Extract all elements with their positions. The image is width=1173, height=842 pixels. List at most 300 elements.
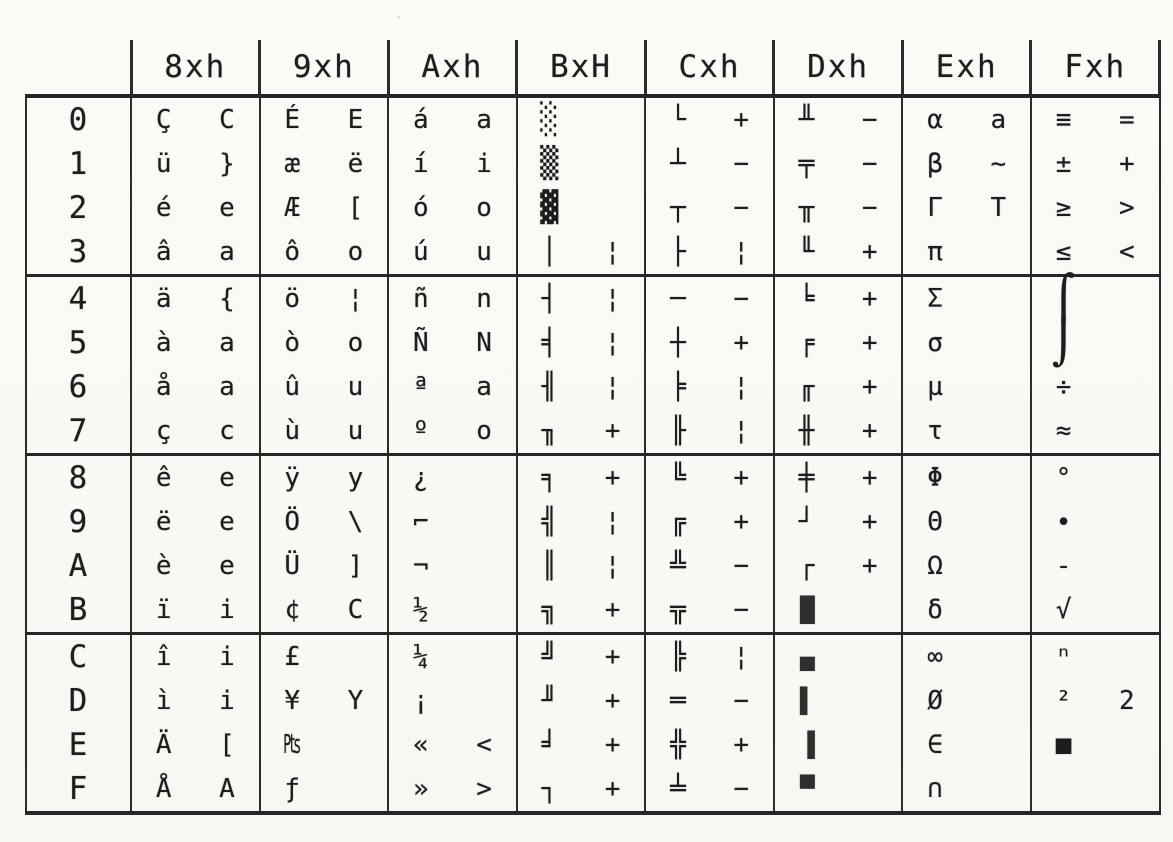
glyph-pair xyxy=(389,365,516,409)
glyph-primary: ò xyxy=(284,328,301,358)
glyph-cell xyxy=(517,230,646,276)
glyph-primary: ╤ xyxy=(798,149,815,179)
glyph-alternate xyxy=(967,321,1030,365)
glyph-primary: ╘ xyxy=(798,284,815,314)
glyph-primary: ₧ xyxy=(284,730,301,760)
glyph-primary: ¿ xyxy=(412,463,429,493)
glyph-primary: Æ xyxy=(284,193,301,223)
glyph-alternate: − xyxy=(861,193,878,223)
glyph-primary: ╦ xyxy=(670,595,686,625)
glyph-cell xyxy=(1031,723,1160,767)
glyph-pair xyxy=(1032,588,1159,632)
glyph-alternate xyxy=(452,456,515,500)
glyph-pair xyxy=(261,142,388,186)
glyph-pair xyxy=(389,321,516,365)
glyph-pair xyxy=(261,230,388,274)
table-row xyxy=(26,679,1160,723)
glyph-cell xyxy=(645,365,774,409)
glyph-alternate: [ xyxy=(219,730,235,760)
glyph-alternate xyxy=(967,767,1030,811)
glyph-cell xyxy=(902,276,1031,322)
glyph-cell xyxy=(1031,634,1160,680)
row-label: 0 xyxy=(26,96,131,142)
glyph-pair xyxy=(775,767,902,811)
glyph-cell xyxy=(1031,544,1160,588)
glyph-cell xyxy=(774,186,903,230)
glyph-pair xyxy=(775,723,902,767)
glyph-alternate: o xyxy=(476,416,492,446)
glyph-alternate: a xyxy=(476,372,492,402)
glyph-pair xyxy=(646,723,773,767)
glyph-alternate: + xyxy=(604,774,621,804)
row-label: 1 xyxy=(26,142,131,186)
row-label: E xyxy=(26,723,131,767)
glyph-alternate: o xyxy=(347,237,364,267)
glyph-cell xyxy=(517,767,646,813)
glyph-cell xyxy=(774,276,903,322)
glyph-primary: ï xyxy=(155,595,172,625)
glyph-alternate: N xyxy=(476,328,492,358)
glyph-alternate xyxy=(1095,723,1158,767)
glyph-primary: ó xyxy=(412,193,429,223)
glyph-alternate: \ xyxy=(347,507,364,537)
table-row xyxy=(26,96,1160,142)
glyph-primary: ú xyxy=(412,237,429,267)
glyph-pair xyxy=(132,588,259,632)
glyph-cell xyxy=(131,588,260,634)
glyph-primary: Å xyxy=(155,774,172,804)
glyph-primary: ┤ xyxy=(541,284,558,314)
glyph-primary: £ xyxy=(284,642,301,672)
glyph-cell xyxy=(645,679,774,723)
glyph-primary: ╟ xyxy=(670,416,686,446)
glyph-pair xyxy=(903,365,1030,409)
glyph-cell xyxy=(131,186,260,230)
column-header: BxH xyxy=(517,40,646,96)
glyph-alternate xyxy=(967,588,1030,632)
glyph-pair xyxy=(518,277,645,321)
table-row xyxy=(26,588,1160,634)
glyph-primary: β xyxy=(927,149,943,179)
glyph-primary: ╕ xyxy=(541,463,558,493)
glyph-pair xyxy=(1032,723,1159,767)
glyph-pair xyxy=(903,635,1030,679)
glyph-primary: └ xyxy=(670,105,686,135)
glyph-primary: Ω xyxy=(927,551,943,581)
glyph-primary: ╠ xyxy=(670,642,686,672)
glyph-pair xyxy=(775,321,902,365)
glyph-pair xyxy=(132,679,259,723)
glyph-alternate: + xyxy=(861,284,878,314)
glyph-alternate xyxy=(452,588,515,632)
glyph-alternate: + xyxy=(861,237,878,267)
glyph-primary: ¼ xyxy=(412,642,429,672)
glyph-pair xyxy=(132,723,259,767)
glyph-pair xyxy=(775,456,902,500)
glyph-alternate: c xyxy=(219,416,235,446)
glyph-cell xyxy=(388,634,517,680)
table-row xyxy=(26,186,1160,230)
glyph-alternate xyxy=(838,723,901,767)
glyph-pair xyxy=(518,588,645,632)
glyph-primary: ╙ xyxy=(798,237,815,267)
glyph-primary: τ xyxy=(927,416,943,446)
table-row xyxy=(26,321,1160,365)
row-group xyxy=(26,634,1160,814)
glyph-primary: ░ xyxy=(540,102,559,137)
glyph-alternate: a xyxy=(219,372,235,402)
glyph-cell xyxy=(902,230,1031,276)
glyph-pair xyxy=(518,767,645,811)
glyph-alternate: + xyxy=(604,416,621,446)
glyph-primary: ╧ xyxy=(670,774,686,804)
glyph-primary: ╒ xyxy=(798,328,815,358)
glyph-cell xyxy=(902,96,1031,142)
glyph-alternate: + xyxy=(733,328,749,358)
glyph-pair xyxy=(1032,142,1159,186)
glyph-alternate xyxy=(1095,588,1158,632)
glyph-pair xyxy=(775,409,902,453)
glyph-primary: ∈ xyxy=(927,730,943,760)
glyph-cell xyxy=(902,142,1031,186)
glyph-alternate: i xyxy=(476,149,492,179)
glyph-alternate xyxy=(1095,456,1158,500)
glyph-cell xyxy=(645,409,774,455)
row-label: 5 xyxy=(26,321,131,365)
glyph-cell xyxy=(645,544,774,588)
glyph-pair xyxy=(903,723,1030,767)
glyph-cell xyxy=(388,230,517,276)
glyph-alternate xyxy=(967,277,1030,321)
glyph-cell xyxy=(645,588,774,634)
glyph-primary: ╜ xyxy=(541,686,558,716)
table-row xyxy=(26,409,1160,455)
glyph-cell xyxy=(517,588,646,634)
glyph-cell xyxy=(260,186,389,230)
glyph-primary: ñ xyxy=(412,284,429,314)
glyph-primary: ± xyxy=(1055,149,1072,179)
glyph-pair xyxy=(132,230,259,274)
glyph-primary: ╡ xyxy=(541,328,558,358)
glyph-primary: ╖ xyxy=(541,416,558,446)
glyph-alternate xyxy=(838,635,901,679)
glyph-alternate xyxy=(1095,500,1158,544)
glyph-pair xyxy=(903,186,1030,230)
row-label: 8 xyxy=(26,455,131,501)
glyph-pair xyxy=(132,635,259,679)
glyph-pair xyxy=(389,277,516,321)
glyph-cell xyxy=(517,544,646,588)
glyph-pair xyxy=(518,98,645,142)
glyph-pair xyxy=(518,635,645,679)
glyph-alternate: T xyxy=(990,193,1007,223)
glyph-alternate xyxy=(967,679,1030,723)
glyph-primary: ╥ xyxy=(798,193,815,223)
glyph-cell xyxy=(774,723,903,767)
glyph-cell xyxy=(388,455,517,501)
glyph-pair xyxy=(775,500,902,544)
glyph-cell xyxy=(774,544,903,588)
table-row xyxy=(26,767,1160,813)
glyph-alternate: > xyxy=(1119,193,1135,223)
glyph-cell xyxy=(902,365,1031,409)
glyph-primary: ▒ xyxy=(540,146,559,181)
glyph-alternate: + xyxy=(861,328,878,358)
glyph-primary: ö xyxy=(284,284,301,314)
glyph-alternate xyxy=(1095,635,1158,679)
glyph-cell xyxy=(131,500,260,544)
glyph-alternate: e xyxy=(219,551,235,581)
glyph-alternate xyxy=(967,635,1030,679)
glyph-primary: ô xyxy=(284,237,301,267)
glyph-primary: ê xyxy=(155,463,172,493)
glyph-pair xyxy=(903,679,1030,723)
glyph-primary: » xyxy=(412,774,429,804)
glyph-primary: ∙ xyxy=(1055,507,1072,537)
row-label: A xyxy=(26,544,131,588)
glyph-primary: ¬ xyxy=(412,551,429,581)
glyph-cell xyxy=(1031,767,1160,813)
glyph-alternate xyxy=(324,723,387,767)
glyph-primary: ì xyxy=(155,686,172,716)
table-row xyxy=(26,365,1160,409)
glyph-primary: σ xyxy=(927,328,943,358)
glyph-cell xyxy=(131,365,260,409)
glyph-pair xyxy=(261,679,388,723)
glyph-primary: ° xyxy=(1055,463,1072,493)
glyph-pair xyxy=(903,588,1030,632)
glyph-pair xyxy=(903,500,1030,544)
table-row xyxy=(26,723,1160,767)
glyph-alternate xyxy=(1095,365,1158,409)
glyph-primary: ² xyxy=(1055,686,1072,716)
glyph-alternate: a xyxy=(219,328,235,358)
glyph-primary: Ä xyxy=(155,730,172,760)
glyph-primary: ü xyxy=(155,149,172,179)
glyph-primary: ▓ xyxy=(540,190,559,225)
glyph-primary: ┌ xyxy=(798,551,815,581)
glyph-pair xyxy=(646,456,773,500)
glyph-cell xyxy=(260,230,389,276)
glyph-primary: ¢ xyxy=(284,595,301,625)
glyph-pair xyxy=(132,767,259,811)
glyph-cell xyxy=(260,544,389,588)
glyph-pair xyxy=(646,588,773,632)
glyph-pair xyxy=(389,588,516,632)
glyph-cell xyxy=(388,142,517,186)
glyph-pair xyxy=(903,544,1030,588)
glyph-cell xyxy=(902,634,1031,680)
glyph-pair xyxy=(518,365,645,409)
glyph-alternate xyxy=(324,767,387,811)
glyph-alternate xyxy=(1095,544,1158,588)
glyph-cell xyxy=(1031,96,1160,142)
column-header: Fxh xyxy=(1031,40,1160,96)
glyph-cell xyxy=(260,723,389,767)
glyph-alternate: ë xyxy=(347,149,364,179)
glyph-cell xyxy=(774,588,903,634)
row-label: F xyxy=(26,767,131,813)
glyph-alternate: + xyxy=(604,730,621,760)
glyph-alternate xyxy=(967,365,1030,409)
header-corner-cell xyxy=(26,40,131,96)
glyph-primary: í xyxy=(412,149,429,179)
glyph-pair xyxy=(903,230,1030,274)
glyph-pair xyxy=(1032,635,1159,679)
glyph-primary: π xyxy=(927,237,943,267)
glyph-pair xyxy=(132,456,259,500)
glyph-pair xyxy=(646,500,773,544)
glyph-primary: « xyxy=(412,730,429,760)
glyph-pair xyxy=(646,365,773,409)
glyph-pair xyxy=(1032,679,1159,723)
row-label: 4 xyxy=(26,276,131,322)
glyph-cell xyxy=(388,365,517,409)
glyph-cell xyxy=(774,500,903,544)
glyph-alternate: { xyxy=(219,284,235,314)
glyph-cell xyxy=(517,186,646,230)
glyph-cell xyxy=(902,321,1031,365)
table-row xyxy=(26,544,1160,588)
glyph-alternate: C xyxy=(219,105,235,135)
glyph-cell xyxy=(774,634,903,680)
glyph-cell xyxy=(902,409,1031,455)
glyph-pair xyxy=(646,635,773,679)
glyph-alternate: o xyxy=(347,328,364,358)
glyph-alternate: a xyxy=(476,105,492,135)
glyph-primary: - xyxy=(1055,551,1072,581)
row-label: C xyxy=(26,634,131,680)
glyph-cell xyxy=(517,634,646,680)
glyph-alternate: ¦ xyxy=(733,237,749,267)
glyph-alternate: + xyxy=(861,551,878,581)
glyph-cell xyxy=(517,500,646,544)
glyph-cell xyxy=(260,409,389,455)
glyph-pair xyxy=(1032,409,1159,453)
glyph-cell xyxy=(131,321,260,365)
glyph-pair xyxy=(389,142,516,186)
glyph-cell xyxy=(1031,273,1160,324)
glyph-alternate xyxy=(452,635,515,679)
glyph-pair xyxy=(389,767,516,811)
glyph-pair xyxy=(261,767,388,811)
glyph-pair xyxy=(646,321,773,365)
glyph-alternate: ] xyxy=(347,551,364,581)
glyph-pair xyxy=(518,230,645,274)
glyph-pair xyxy=(518,500,645,544)
glyph-alternate: − xyxy=(861,149,878,179)
glyph-cell xyxy=(131,544,260,588)
glyph-alternate: e xyxy=(219,507,235,537)
glyph-alternate: + xyxy=(861,416,878,446)
glyph-alternate: ¦ xyxy=(733,372,749,402)
glyph-primary: ╬ xyxy=(670,730,686,760)
glyph-cell xyxy=(131,409,260,455)
glyph-pair xyxy=(518,456,645,500)
glyph-cell xyxy=(902,679,1031,723)
glyph-primary: æ xyxy=(284,149,301,179)
glyph-cell xyxy=(1031,365,1160,409)
glyph-pair xyxy=(389,186,516,230)
glyph-cell xyxy=(902,455,1031,501)
glyph-alternate: A xyxy=(219,774,235,804)
glyph-alternate xyxy=(452,679,515,723)
glyph-pair xyxy=(775,544,902,588)
glyph-cell xyxy=(131,142,260,186)
glyph-primary: ║ xyxy=(541,551,558,581)
glyph-alternate xyxy=(967,456,1030,500)
glyph-primary: ÷ xyxy=(1055,372,1072,402)
table-row xyxy=(26,500,1160,544)
glyph-alternate: Y xyxy=(347,686,364,716)
header-row xyxy=(26,40,1160,96)
glyph-primary: ⌡ xyxy=(1050,317,1077,368)
glyph-cell xyxy=(517,321,646,365)
glyph-alternate: E xyxy=(347,105,364,135)
glyph-alternate: + xyxy=(733,730,749,760)
glyph-primary: û xyxy=(284,372,301,402)
glyph-primary: ≤ xyxy=(1055,237,1072,267)
glyph-primary: ─ xyxy=(670,284,686,314)
glyph-alternate: − xyxy=(733,193,749,223)
glyph-alternate: + xyxy=(733,507,749,537)
table-row xyxy=(26,276,1160,322)
glyph-pair xyxy=(1032,186,1159,230)
glyph-cell xyxy=(1031,230,1160,276)
glyph-cell xyxy=(260,500,389,544)
glyph-cell xyxy=(902,186,1031,230)
glyph-pair xyxy=(775,98,902,142)
table-row xyxy=(26,142,1160,186)
glyph-primary: ¡ xyxy=(412,686,429,716)
glyph-pair xyxy=(389,635,516,679)
glyph-alternate xyxy=(838,679,901,723)
glyph-alternate: u xyxy=(347,372,364,402)
glyph-pair xyxy=(775,635,902,679)
glyph-alternate: n xyxy=(476,284,492,314)
glyph-alternate: } xyxy=(219,149,235,179)
table-header xyxy=(26,40,1160,96)
glyph-alternate: ¦ xyxy=(604,551,621,581)
column-header: Cxh xyxy=(645,40,774,96)
glyph-cell xyxy=(774,767,903,813)
glyph-cell xyxy=(131,455,260,501)
glyph-alternate: e xyxy=(219,193,235,223)
glyph-pair xyxy=(646,679,773,723)
glyph-cell xyxy=(388,767,517,813)
glyph-pair xyxy=(1032,273,1159,324)
glyph-alternate: C xyxy=(347,595,364,625)
glyph-cell xyxy=(517,365,646,409)
glyph-primary: ╨ xyxy=(798,105,815,135)
glyph-pair xyxy=(903,321,1030,365)
glyph-primary: ë xyxy=(155,507,172,537)
glyph-alternate: + xyxy=(604,463,621,493)
glyph-alternate: − xyxy=(733,774,749,804)
glyph-alternate: ¦ xyxy=(347,284,364,314)
glyph-alternate xyxy=(967,500,1030,544)
glyph-pair xyxy=(389,723,516,767)
glyph-primary: ▀ xyxy=(800,775,813,803)
glyph-pair xyxy=(646,98,773,142)
glyph-primary: ╝ xyxy=(541,642,558,672)
glyph-cell xyxy=(902,767,1031,813)
glyph-alternate: + xyxy=(733,105,749,135)
glyph-pair xyxy=(775,365,902,409)
glyph-cell xyxy=(260,634,389,680)
table-row xyxy=(26,634,1160,680)
glyph-alternate xyxy=(967,409,1030,453)
